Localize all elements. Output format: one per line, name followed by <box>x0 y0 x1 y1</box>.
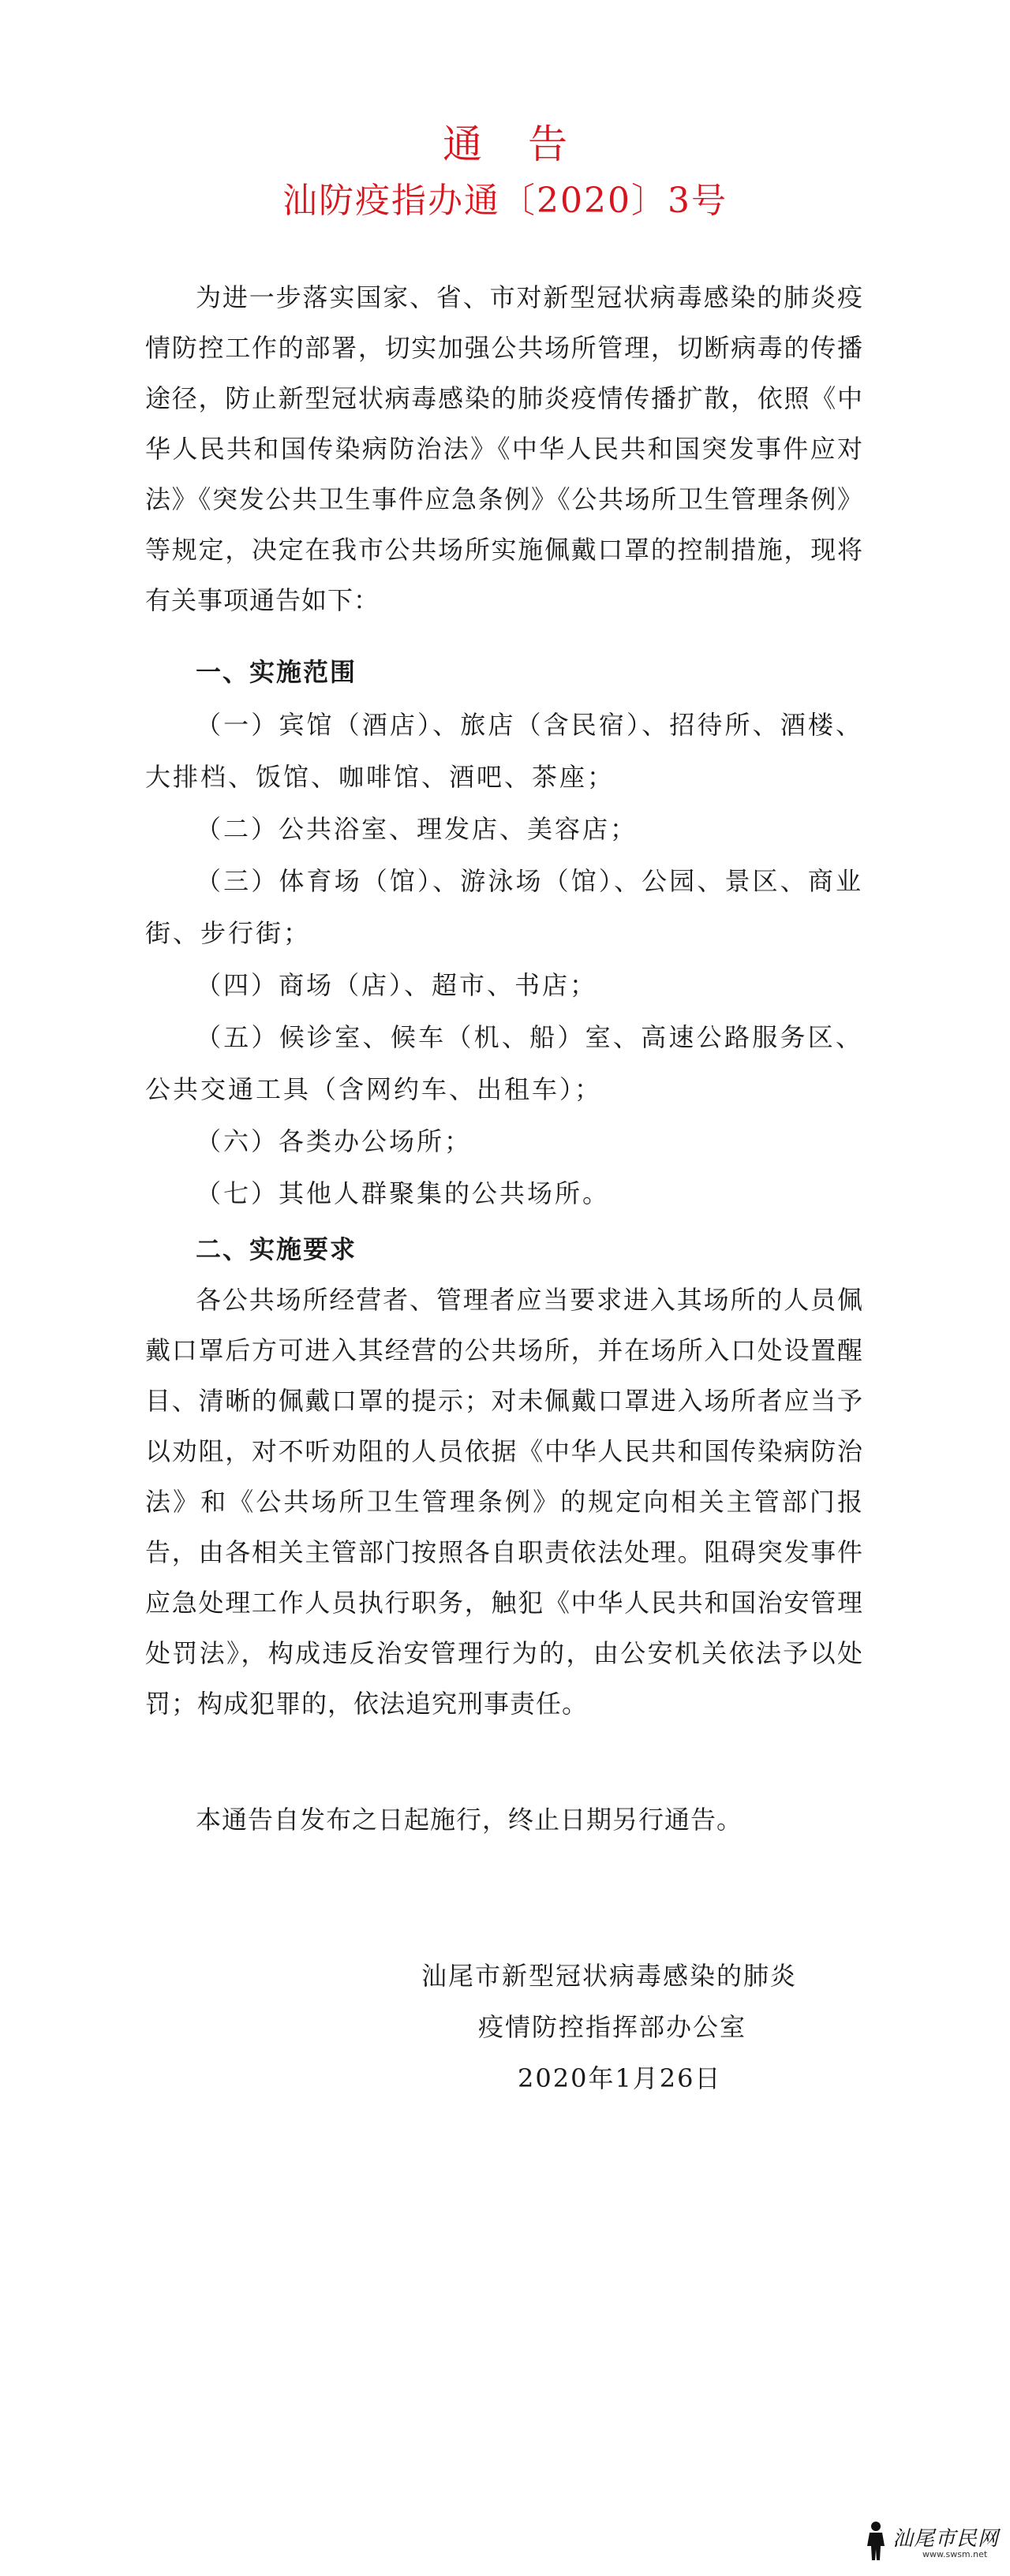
section2-heading: 二、实施要求 <box>196 1234 357 1264</box>
signature-org-line2: 疫情防控指挥部办公室 <box>478 2012 747 2042</box>
requirements-paragraph: 各公共场所经营者、管理者应当要求进入其场所的人员佩戴口罩后方可进入其经营的公共场所，并在场所入口处设置醒目、清晰的佩戴口罩的提示；对未佩戴口罩进入场所者应当予以劝阻，对不听劝阻的人员依据《中华人民共和国传染病防治法》和《公共场所卫生管理条例》的规定向相关主管部门报告，由各相关主管部门按照各自职责依法处理。阻碍突发事件应急处理工作人员执行职务，触犯《中华人民共和国治安管理处罚法》，构成违反治安管理行为的，由公安机关依法予以处罚；构成犯罪的，依法追究刑事责任。 <box>145 1285 863 1719</box>
list-item: （三）体育场（馆）、游泳场（馆）、公园、景区、商业街、步行街； <box>145 866 863 948</box>
signature-date: 2020年1月26日 <box>518 2063 722 2093</box>
section1-heading: 一、实施范围 <box>196 657 357 687</box>
list-item: （一）宾馆（酒店）、旅店（含民宿）、招待所、酒楼、大排档、饭馆、咖啡馆、酒吧、茶座； <box>145 710 863 792</box>
list-item: （四）商场（店）、超市、书店； <box>196 970 598 1000</box>
list-item: （七）其他人群聚集的公共场所。 <box>196 1178 611 1208</box>
list-item: （二）公共浴室、理发店、美容店； <box>196 814 638 844</box>
list-item: （五）候诊室、候车（机、船）室、高速公路服务区、公共交通工具（含网约车、出租车）； <box>145 1022 863 1104</box>
watermark-url: www.swsm.net <box>922 2549 988 2559</box>
list-item: （六）各类办公场所； <box>196 1126 473 1156</box>
signature-org-line1: 汕尾市新型冠状病毒感染的肺炎 <box>421 1961 798 1991</box>
notice-title: 通告 <box>443 121 613 167</box>
closing-paragraph: 本通告自发布之日起施行，终止日期另行通告。 <box>196 1805 743 1835</box>
document-number: 汕防疫指办通〔2020〕3号 <box>282 181 728 221</box>
person-silhouette-icon <box>861 2521 891 2562</box>
watermark-site-name: 汕尾市民网 <box>892 2527 1000 2551</box>
intro-paragraph: 为进一步落实国家、省、市对新型冠状病毒感染的肺炎疫情防控工作的部署，切实加强公共场所管理，切断病毒的传播途径，防止新型冠状病毒感染的肺炎疫情传播扩散，依照《中华人民共和国传染病防治法》《中华人民共和国突发事件应对法》《突发公共卫生事件应急条例》《公共场所卫生管理条例》等规定，决定在我市公共场所实施佩戴口罩的控制措施，现将有关事项通告如下： <box>145 282 863 615</box>
site-watermark <box>861 2516 999 2567</box>
